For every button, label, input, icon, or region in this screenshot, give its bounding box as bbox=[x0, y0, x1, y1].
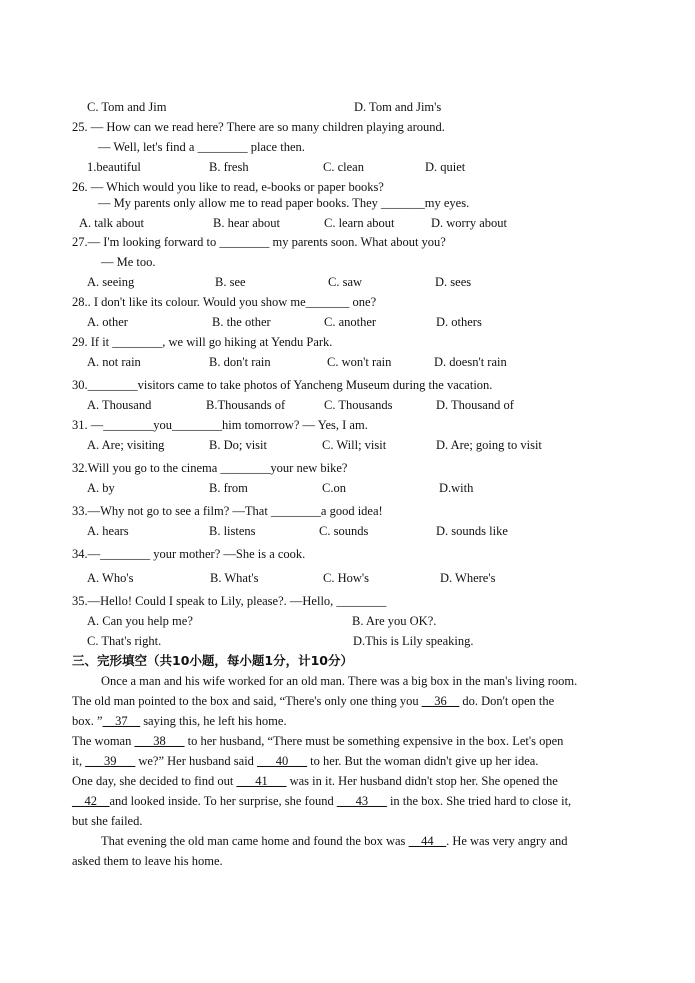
passage-text: but she failed. bbox=[72, 814, 143, 828]
q28-question: 28.. I don't like its colour. Would you show me_______ one? bbox=[72, 295, 377, 309]
blank-40[interactable]: ___40___ bbox=[257, 754, 308, 768]
q34-option-d: D. Where's bbox=[440, 571, 496, 585]
q27-option-d: D. sees bbox=[435, 275, 472, 289]
q25-question: 25. — How can we read here? There are so many children playing around. bbox=[72, 120, 445, 134]
passage-text: One day, she decided to find out bbox=[72, 774, 237, 788]
q34-option-c: C. How's bbox=[323, 571, 370, 585]
q31-question: 31. —________you________him tomorrow? — Yes, I am. bbox=[72, 418, 368, 432]
q34-option-b: B. What's bbox=[210, 571, 259, 585]
q24-option-d: D. Tom and Jim's bbox=[354, 100, 442, 114]
q25-option-c: C. clean bbox=[323, 160, 364, 174]
q31-option-c: C. Will; visit bbox=[322, 438, 387, 452]
blank-37[interactable]: __37__ bbox=[102, 714, 141, 728]
section-heading-cloze: 三、完形填空（共10小题，每小题1分，计10分） bbox=[72, 653, 353, 668]
q29-question: 29. If it ________, we will go hiking at Yendu Park. bbox=[72, 335, 333, 349]
q27-option-c: C. saw bbox=[328, 275, 363, 289]
blank-42[interactable]: __42__ bbox=[72, 794, 110, 808]
q32-option-b: B. from bbox=[209, 481, 248, 495]
blank-43[interactable]: ___43___ bbox=[336, 794, 387, 808]
q30-option-d: D. Thousand of bbox=[436, 398, 514, 412]
passage-line-6 bbox=[72, 773, 558, 789]
passage-text: we?” Her husband said bbox=[135, 754, 258, 768]
q26-answer-line: — My parents only allow me to read paper books. They _______my eyes. bbox=[98, 196, 470, 210]
q30-option-a: A. Thousand bbox=[87, 398, 152, 412]
q29-option-c: C. won't rain bbox=[327, 355, 392, 369]
q31-option-d: D. Are; going to visit bbox=[436, 438, 542, 452]
q30-option-b: B.Thousands of bbox=[206, 398, 286, 412]
q30-option-c: C. Thousands bbox=[324, 398, 393, 412]
q33-option-c: C. sounds bbox=[319, 524, 369, 538]
passage-text: in the box. She tried hard to close it, bbox=[386, 794, 572, 808]
q28-option-a: A. other bbox=[87, 315, 128, 329]
passage-text: to her husband, “There must be something expensive in the box. Let's open bbox=[184, 734, 564, 748]
q31-option-a: A. Are; visiting bbox=[87, 438, 165, 452]
q28-option-b: B. the other bbox=[212, 315, 271, 329]
passage-text: and looked inside. To her surprise, she found bbox=[109, 794, 337, 808]
q27-answer-line: — Me too. bbox=[101, 255, 156, 269]
blank-38[interactable]: ___38___ bbox=[134, 734, 185, 748]
q31-option-b: B. Do; visit bbox=[209, 438, 267, 452]
passage-text: it, bbox=[72, 754, 86, 768]
q27-question: 27.— I'm looking forward to ________ my parents soon. What about you? bbox=[72, 235, 446, 249]
q29-option-a: A. not rain bbox=[87, 355, 141, 369]
q29-option-d: D. doesn't rain bbox=[434, 355, 507, 369]
q25-option-b: B. fresh bbox=[209, 160, 249, 174]
passage-text: was in it. Her husband didn't stop her. She opened the bbox=[286, 774, 558, 788]
passage-line-9 bbox=[101, 833, 568, 849]
q35-question: 35.—Hello! Could I speak to Lily, please?. —Hello, ________ bbox=[72, 594, 387, 608]
passage-line-2 bbox=[72, 693, 554, 709]
q26-option-b: B. hear about bbox=[213, 216, 280, 230]
q32-option-a: A. by bbox=[87, 481, 115, 495]
q33-option-b: B. listens bbox=[209, 524, 256, 538]
q32-option-c: C.on bbox=[322, 481, 346, 495]
q26-question: 26. — Which would you like to read, e-books or paper books? bbox=[72, 180, 384, 194]
q24-option-c: C. Tom and Jim bbox=[87, 100, 167, 114]
blank-39[interactable]: ___39___ bbox=[85, 754, 136, 768]
q25-option-a: 1.beautiful bbox=[87, 160, 141, 174]
q33-option-a: A. hears bbox=[87, 524, 129, 538]
passage-line-5 bbox=[72, 753, 538, 769]
q32-question: 32.Will you go to the cinema ________your new bike? bbox=[72, 461, 348, 475]
passage-text: asked them to leave his home. bbox=[72, 854, 223, 868]
q35-option-c: C. That's right. bbox=[87, 634, 162, 648]
passage-line-10 bbox=[72, 853, 223, 869]
q27-option-a: A. seeing bbox=[87, 275, 135, 289]
passage-text: That evening the old man came home and found the box was bbox=[101, 834, 409, 848]
q25-answer-line: — Well, let's find a ________ place then. bbox=[98, 140, 305, 154]
blank-36[interactable]: __36__ bbox=[421, 694, 460, 708]
passage-text: box. ” bbox=[72, 714, 103, 728]
q26-option-d: D. worry about bbox=[431, 216, 508, 230]
passage-line-4 bbox=[72, 733, 563, 749]
blank-44[interactable]: __44__ bbox=[408, 834, 447, 848]
passage-line-8 bbox=[72, 813, 142, 829]
q26-option-c: C. learn about bbox=[324, 216, 395, 230]
q33-option-d: D. sounds like bbox=[436, 524, 508, 538]
q34-question: 34.—________ your mother? —She is a cook. bbox=[72, 547, 306, 561]
q30-question: 30.________visitors came to take photos of Yancheng Museum during the vacation. bbox=[72, 378, 493, 392]
q32-option-d: D.with bbox=[439, 481, 474, 495]
passage-text: . He was very angry and bbox=[446, 834, 568, 848]
blank-41[interactable]: ___41___ bbox=[236, 774, 287, 788]
passage-text: do. Don't open the bbox=[459, 694, 555, 708]
passage-text: to her. But the woman didn't give up her idea. bbox=[307, 754, 539, 768]
q34-option-a: A. Who's bbox=[87, 571, 134, 585]
q25-option-d: D. quiet bbox=[425, 160, 466, 174]
passage-text: saying this, he left his home. bbox=[140, 714, 287, 728]
q35-option-d: D.This is Lily speaking. bbox=[353, 634, 474, 648]
passage-line-7 bbox=[72, 793, 571, 809]
passage-text: The old man pointed to the box and said, “There's only one thing you bbox=[72, 694, 422, 708]
q29-option-b: B. don't rain bbox=[209, 355, 271, 369]
q33-question: 33.—Why not go to see a film? —That ________a good idea! bbox=[72, 504, 383, 518]
passage-line-3 bbox=[72, 713, 287, 729]
q28-option-d: D. others bbox=[436, 315, 482, 329]
q35-option-a: A. Can you help me? bbox=[87, 614, 193, 628]
q35-option-b: B. Are you OK?. bbox=[352, 614, 437, 628]
passage-line-1 bbox=[101, 673, 577, 689]
passage-text: Once a man and his wife worked for an old man. There was a big box in the man's living room. bbox=[101, 674, 578, 688]
q28-option-c: C. another bbox=[324, 315, 377, 329]
q26-option-a: A. talk about bbox=[79, 216, 144, 230]
q27-option-b: B. see bbox=[215, 275, 246, 289]
passage-text: The woman bbox=[72, 734, 135, 748]
